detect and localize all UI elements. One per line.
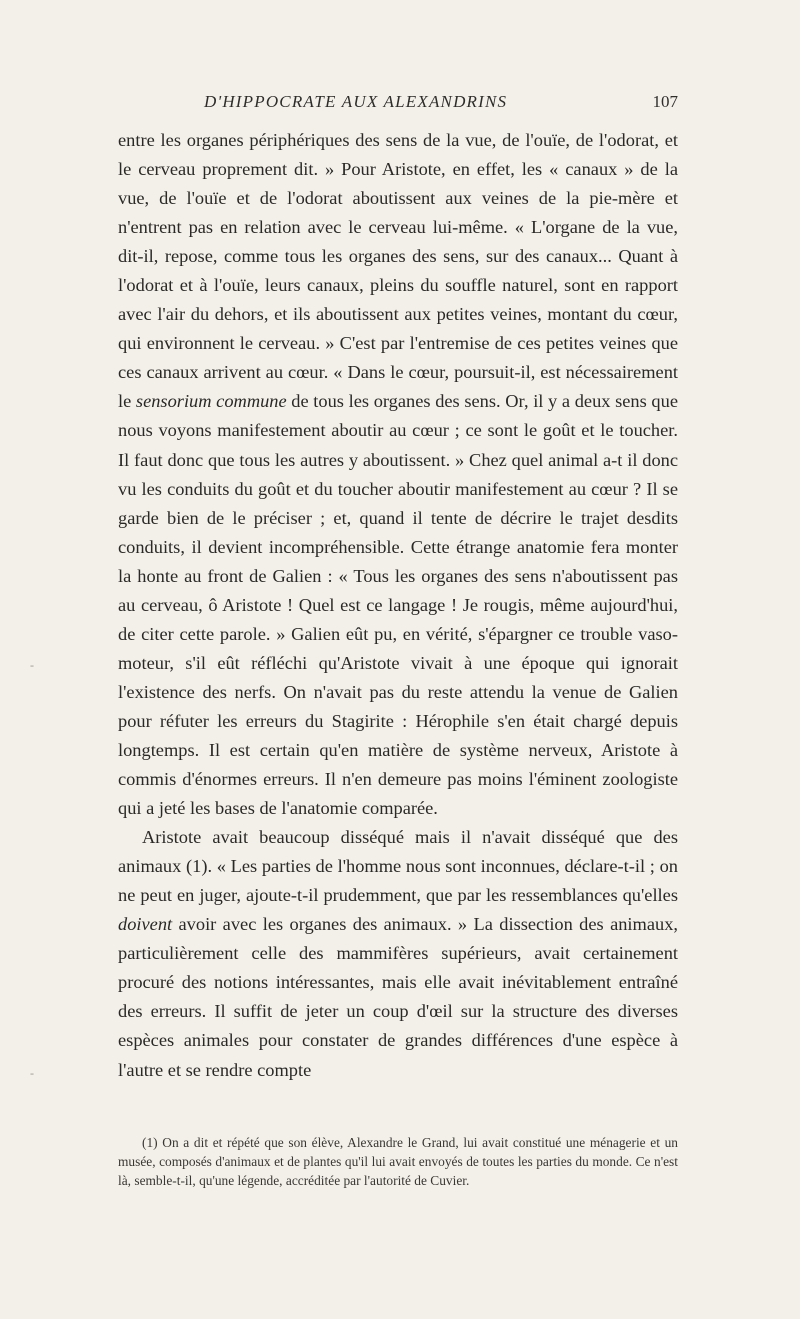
paragraph-1-text-b: de tous les organes des sens. Or, il y a deux sens que nous voyons manifestement aboutir au cœur ; ce sont le goût et le toucher. Il faut donc que tous les autres y aboutissent. » Chez quel animal a-t il donc vu les conduits du goût et du toucher aboutir manifestement au cœur ? Il se garde bien de le préciser ; et, quand il tente de décrire le trajet desdits conduits, il devient incompréhensible. Cette étrange anatomie fera monter la honte au front de Galien : « Tous les organes des sens n'aboutissent pas au cerveau, ô Aristote ! Quel est ce langage ! Je rougis, même aujourd'hui, de citer cette parole. » Galien eût pu, en vérité, s'épargner ce trouble vaso-moteur, s'il eût réfléchi qu'Aristote vivait à une époque qui ignorait l'existence des nerfs. On n'avait pas du reste attendu la venue de Galien pour réfuter les erreurs du Stagirite : Hérophile s'en était chargé depuis longtemps. Il est certain qu'en matière de système nerveux, Aristote à commis d'énormes erreurs. Il n'en demeure pas moins l'éminent zoologiste qui a jeté les bases de l'anatomie comparée. — [118, 391, 678, 819]
italic-term-doivent: doivent — [118, 914, 173, 935]
running-title: D'HIPPOCRATE AUX ALEXANDRINS — [204, 92, 508, 111]
paragraph-1-text-a: entre les organes périphériques des sens de la vue, de l'ouïe, de l'odorat, et le cerveau proprement dit. » Pour Aristote, en effet, les « canaux » de la vue, de l'ouïe et de l'odorat aboutissent aux veines de la pie-mère et n'entrent pas en relation avec le cerveau lui-même. « L'organe de la vue, dit-il, repose, comme tous les organes des sens, sur des canaux... Quant à l'odorat et à l'ouïe, leurs canaux, pleins du souffle naturel, sont en rapport avec l'air du dehors, et ils aboutissent aux petites veines, montant du cœur, qui environnent le cerveau. » C'est par l'entremise de ces petites veines que ces canaux arrivent au cœur. « Dans le cœur, poursuit-il, est nécessairement le — [118, 130, 678, 412]
footnote-1: (1) On a dit et répété que son élève, Alexandre le Grand, lui avait constitué une ménagerie et un musée, composés d'animaux et de plantes qu'il lui avait envoyés de toutes les parties du monde. Ce n'est là, semble-t-il, qu'une légende, accréditée par l'autorité de Cuvier. — [118, 1135, 678, 1189]
body-text — [118, 126, 678, 1085]
margin-mark: - — [30, 658, 34, 672]
paragraph-1 — [118, 126, 678, 823]
footnotes — [118, 1133, 678, 1191]
page-number: 107 — [652, 92, 678, 111]
paragraph-2-text-b: avoir avec les organes des animaux. » La dissection des animaux, particulièrement celle des mammifères supérieurs, avait certainement procuré des notions intéressantes, mais elle avait inévitablement entraîné des erreurs. Il suffit de jeter un coup d'œil sur la structure des diverses espèces animales pour constater de grandes différences d'une espèce à l'autre et se rendre compte — [118, 914, 678, 1080]
running-head — [118, 92, 678, 120]
paragraph-2 — [118, 823, 678, 1084]
italic-term-sensorium: sensorium commune — [135, 391, 287, 412]
margin-mark: - — [30, 1066, 34, 1080]
paragraph-2-text-a: Aristote avait beaucoup disséqué mais il n'avait disséqué que des animaux (1). « Les parties de l'homme nous sont inconnues, déclare-t-il ; on ne peut en juger, ajoute-t-il prudemment, que par les ressemblances qu'elles — [118, 827, 678, 906]
